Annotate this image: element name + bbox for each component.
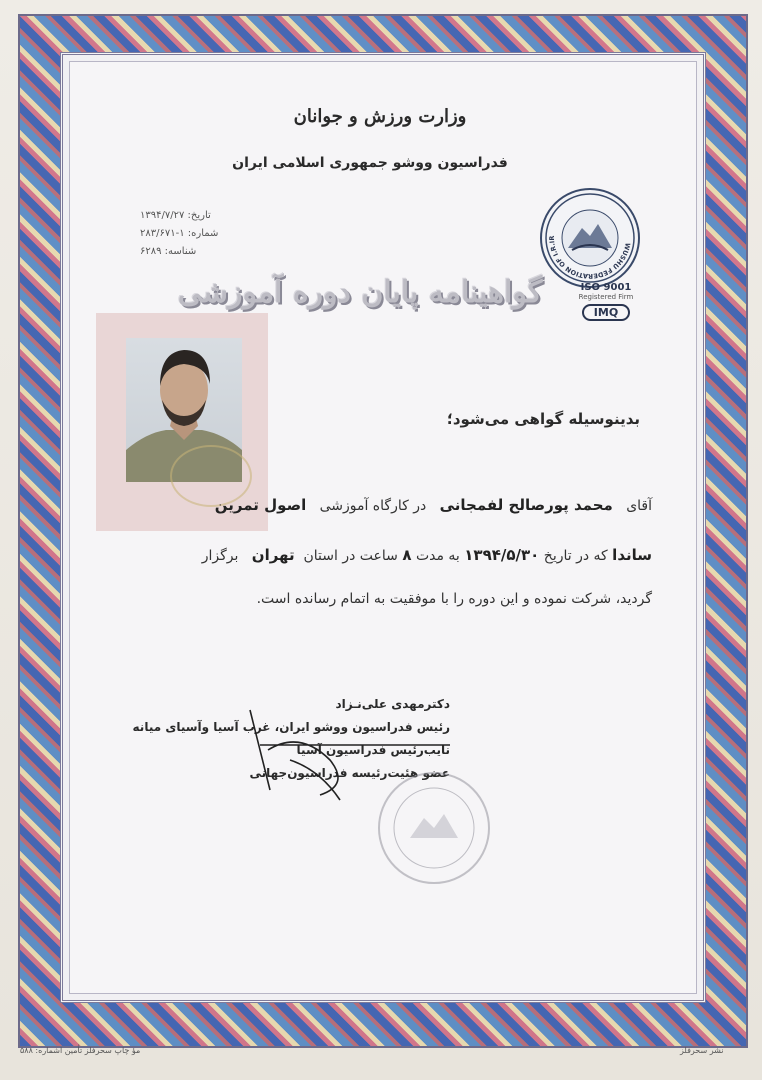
federation-emblem-icon xyxy=(542,190,638,286)
province-name: تهران xyxy=(251,546,295,564)
iso-sub: Registered Firm xyxy=(578,293,634,301)
footer-printer: مؤ چاپ سحرفلز تأمین اشماره: ۵۸۸ xyxy=(20,1046,141,1055)
iso-certification xyxy=(566,282,646,321)
workshop-label: در کارگاه آموزشی xyxy=(319,498,427,514)
title-prefix: آقای xyxy=(626,498,652,514)
body-line-3: گردید، شرکت نموده و این دوره را با موفقیت به اتمام رسانده است. xyxy=(256,591,652,607)
body-line-2 xyxy=(202,546,652,564)
course-name-end: ساندا xyxy=(612,546,652,564)
meta-id: شناسه: ۶۲۸۹ xyxy=(140,246,197,257)
held-label: برگزار xyxy=(201,548,239,564)
imq-badge: IMQ xyxy=(582,304,630,321)
ministry-heading: وزارت ورزش و جوانان xyxy=(293,106,467,127)
iso-label: ISO 9001 xyxy=(580,282,632,293)
seal-icon xyxy=(380,774,488,882)
participant-name: محمد پورصالح لفمجانی xyxy=(439,496,613,514)
meta-date: تاریخ: ۱۳۹۴/۷/۲۷ xyxy=(140,210,211,221)
signatory-title-2: نایب‌رئیس فدراسیون آسیا xyxy=(296,743,450,757)
signatory-title-3: عضو هئیت‌رئیسه فدراسیون‌جهانی xyxy=(249,766,450,780)
logo-ring-text: WUSHU FEDERATION OF I.R.IR xyxy=(547,235,632,281)
meta-number: شماره: ۱-۲۸۳/۶۷۱ xyxy=(140,228,219,239)
duration-label: به مدت xyxy=(415,548,460,564)
date-label: که در تاریخ xyxy=(543,548,608,564)
course-name: اصول تمرین xyxy=(214,496,307,514)
greeting-text: بدینوسیله گواهی می‌شود؛ xyxy=(446,410,640,428)
footer-publisher: نشر سحرفلز xyxy=(680,1046,724,1055)
signatory-name: دکترمهدی علی‌نـزاد xyxy=(335,697,450,711)
certificate-title: گواهینامه پایان دوره آموزشی xyxy=(177,275,543,310)
official-seal xyxy=(378,772,490,884)
federation-heading: فدراسیون ووشو جمهوری اسلامی ایران xyxy=(232,155,508,171)
course-hours: ۸ xyxy=(402,546,412,564)
body-line-1 xyxy=(215,496,652,514)
signatory-title-1: رئیس فدراسیون ووشو ایران، غرب آسیا وآسیای میانه xyxy=(132,720,450,734)
course-date: ۱۳۹۴/۵/۳۰ xyxy=(464,546,540,564)
province-label: ساعت در استان xyxy=(303,548,398,564)
federation-logo xyxy=(540,188,640,288)
